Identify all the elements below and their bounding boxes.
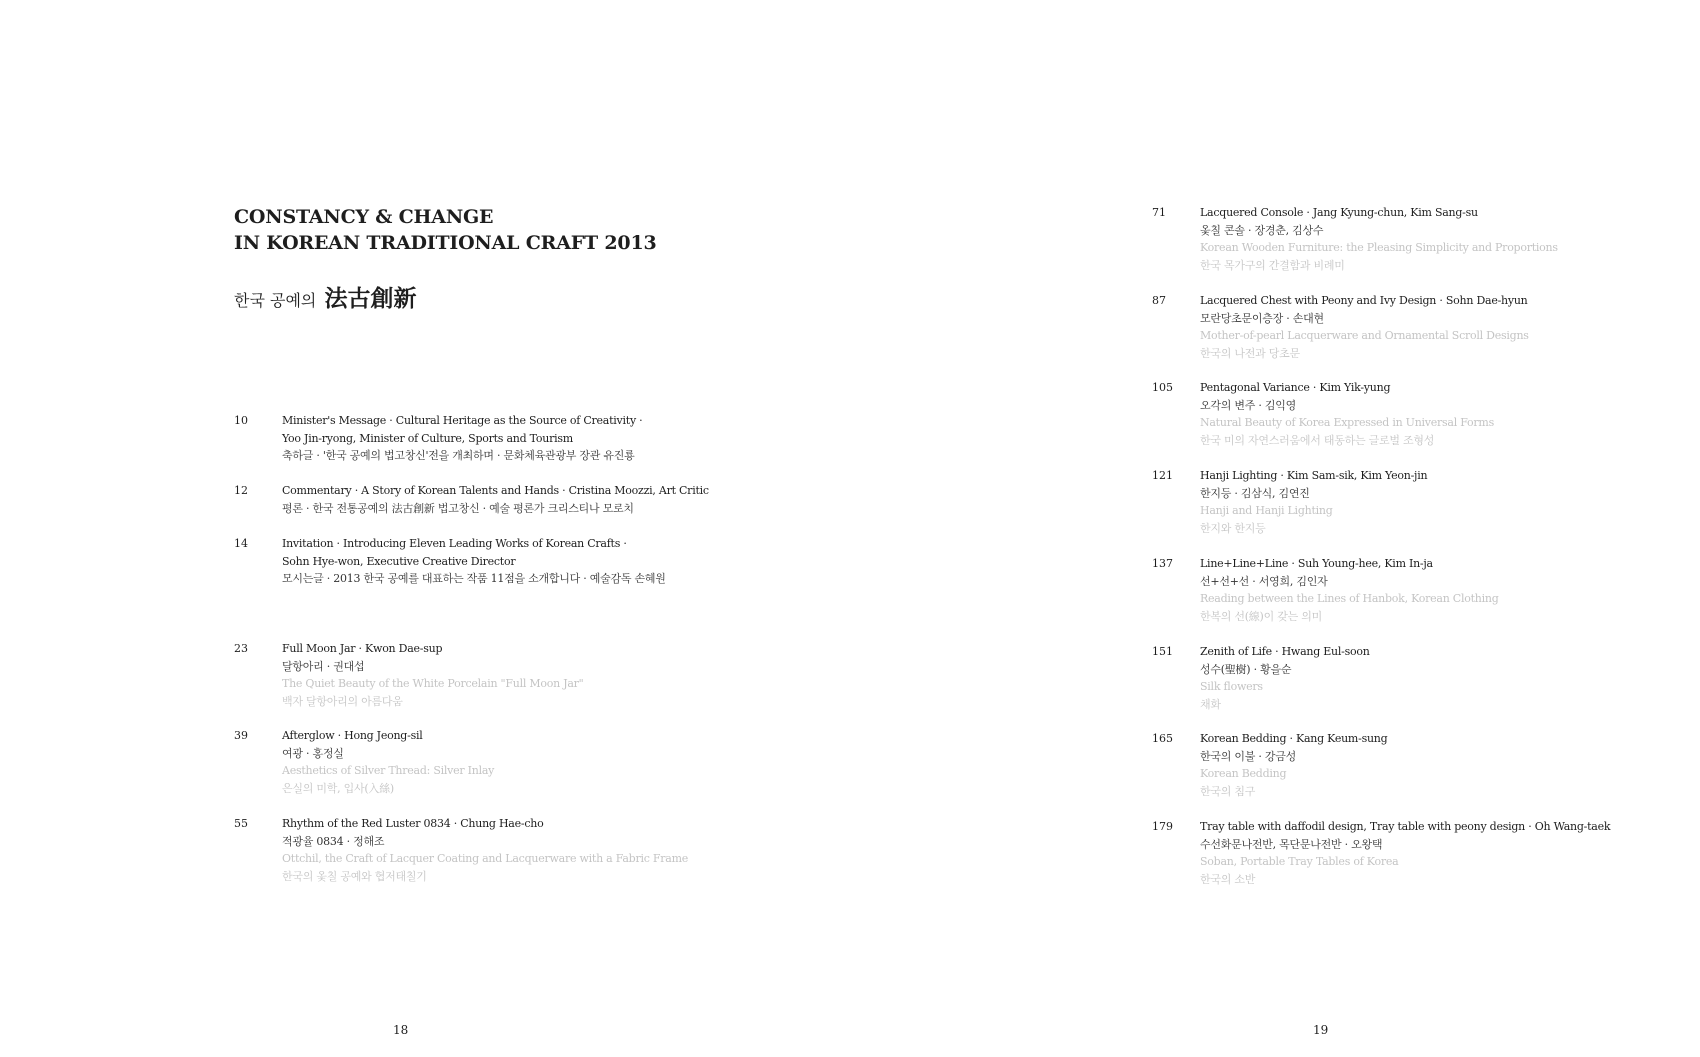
toc-line-ko: 오각의 변주 · 김익영 bbox=[1200, 398, 1296, 412]
book-title-line-1: CONSTANCY & CHANGE bbox=[234, 206, 494, 228]
toc-line-ko: 한국의 이불 · 강금성 bbox=[1200, 749, 1296, 763]
toc-entry-lines bbox=[1200, 379, 1494, 449]
toc-entry-lines bbox=[1200, 555, 1499, 625]
toc-entry-lines bbox=[282, 412, 642, 465]
toc-line-sub-ko: 백자 달항아리의 아름다움 bbox=[282, 694, 403, 708]
toc-line-en: Commentary · A Story of Korean Talents and Hands · Cristina Moozzi, Art Critic bbox=[282, 484, 709, 497]
toc-entry-lines bbox=[282, 535, 666, 588]
toc-line-ko: 축하글 · '한국 공예의 법고창신'전을 개최하며 · 문화체육관광부 장관 유진룡 bbox=[282, 449, 635, 462]
toc-line-ko: 선+선+선 · 서영희, 김인자 bbox=[1200, 574, 1328, 588]
toc-page-number: 14 bbox=[234, 537, 248, 550]
toc-line-sub-ko: 한국 목가구의 간결함과 비례미 bbox=[1200, 258, 1345, 272]
toc-entry-lines bbox=[1200, 467, 1427, 537]
toc-line-sub-en: Korean Bedding bbox=[1200, 767, 1287, 780]
toc-line-en: Tray table with daffodil design, Tray table with peony design · Oh Wang-taek bbox=[1200, 820, 1611, 833]
toc-line-en: Hanji Lighting · Kim Sam-sik, Kim Yeon-jin bbox=[1200, 469, 1428, 482]
korean-subtitle bbox=[234, 280, 416, 313]
toc-line-sub-en: Aesthetics of Silver Thread: Silver Inlay bbox=[282, 764, 495, 777]
toc-line-sub-ko: 채화 bbox=[1200, 697, 1221, 711]
book-title bbox=[234, 204, 657, 256]
toc-line-en: Zenith of Life · Hwang Eul-soon bbox=[1200, 645, 1370, 658]
toc-entry-lines bbox=[282, 640, 584, 710]
toc-line-en: Sohn Hye-won, Executive Creative Director bbox=[282, 554, 516, 568]
toc-line-en: Lacquered Chest with Peony and Ivy Design · Sohn Dae-hyun bbox=[1200, 294, 1528, 307]
toc-line-ko: 모시는글 · 2013 한국 공예를 대표하는 작품 11점을 소개합니다 · 예술감독 손혜원 bbox=[282, 572, 666, 585]
toc-line-ko: 평론 · 한국 전통공예의 法古創新 법고창신 · 예술 평론가 크리스티나 모로치 bbox=[282, 501, 634, 515]
toc-line-ko: 적광율 0834 · 정해조 bbox=[282, 834, 385, 848]
toc-line-ko: 한지등 · 김삼식, 김연진 bbox=[1200, 486, 1310, 500]
toc-line-ko: 여광 · 홍정실 bbox=[282, 746, 344, 760]
toc-line-sub-en: Soban, Portable Tray Tables of Korea bbox=[1200, 855, 1399, 868]
toc-page-number: 39 bbox=[234, 729, 248, 742]
toc-page-number: 55 bbox=[234, 817, 248, 830]
toc-line-ko: 모란당초문이층장 · 손대현 bbox=[1200, 311, 1324, 325]
toc-line-sub-ko: 한국의 소반 bbox=[1200, 872, 1256, 886]
toc-line-en: Korean Bedding · Kang Keum-sung bbox=[1200, 732, 1388, 745]
toc-entry-lines bbox=[1200, 730, 1387, 800]
toc-entry-lines bbox=[282, 815, 688, 885]
toc-page-number: 121 bbox=[1152, 469, 1173, 482]
toc-line-en: Yoo Jin-ryong, Minister of Culture, Sports and Tourism bbox=[282, 431, 573, 445]
page-number-right: 19 bbox=[1313, 1023, 1329, 1037]
page-number-left: 18 bbox=[393, 1023, 409, 1037]
toc-line-sub-ko: 한복의 선(線)이 갖는 의미 bbox=[1200, 609, 1322, 623]
toc-line-sub-ko: 한지와 한지등 bbox=[1200, 521, 1266, 535]
toc-page-number: 87 bbox=[1152, 294, 1166, 307]
toc-entry-lines bbox=[1200, 204, 1558, 274]
toc-line-sub-en: Reading between the Lines of Hanbok, Korean Clothing bbox=[1200, 592, 1499, 605]
toc-line-ko: 수선화문나전반, 목단문나전반 · 오왕택 bbox=[1200, 837, 1383, 851]
toc-entry-lines bbox=[282, 482, 709, 517]
toc-page-number: 71 bbox=[1152, 206, 1166, 219]
toc-entry-lines bbox=[1200, 818, 1610, 888]
toc-line-sub-en: Ottchil, the Craft of Lacquer Coating and Lacquerware with a Fabric Frame bbox=[282, 852, 689, 865]
toc-line-en: Rhythm of the Red Luster 0834 · Chung Hae-cho bbox=[282, 817, 544, 830]
toc-line-ko: 옻칠 콘솔 · 장경춘, 김상수 bbox=[1200, 223, 1324, 237]
toc-entry-lines bbox=[1200, 292, 1529, 362]
toc-line-sub-en: Hanji and Hanji Lighting bbox=[1200, 504, 1333, 517]
toc-page-number: 23 bbox=[234, 642, 248, 655]
toc-line-en: Afterglow · Hong Jeong-sil bbox=[282, 729, 423, 742]
toc-line-ko: 달항아리 · 권대섭 bbox=[282, 659, 365, 673]
toc-line-sub-en: The Quiet Beauty of the White Porcelain "Full Moon Jar" bbox=[282, 677, 584, 690]
toc-line-en: Pentagonal Variance · Kim Yik-yung bbox=[1200, 381, 1391, 394]
toc-line-sub-ko: 한국의 옻칠 공예와 협저태칠기 bbox=[282, 869, 427, 883]
toc-line-sub-ko: 한국의 나전과 당초문 bbox=[1200, 346, 1300, 360]
toc-line-en: Minister's Message · Cultural Heritage as the Source of Creativity · bbox=[282, 414, 643, 427]
toc-page-number: 179 bbox=[1152, 820, 1173, 833]
toc-page-number: 137 bbox=[1152, 557, 1173, 570]
toc-page-number: 151 bbox=[1152, 645, 1173, 658]
toc-page-number: 10 bbox=[234, 414, 248, 427]
toc-line-en: Lacquered Console · Jang Kyung-chun, Kim Sang-su bbox=[1200, 206, 1478, 219]
toc-line-sub-ko: 한국의 침구 bbox=[1200, 784, 1256, 798]
toc-line-sub-en: Silk flowers bbox=[1200, 680, 1263, 693]
korean-subtitle-text: 한국 공예의 bbox=[234, 291, 317, 310]
toc-line-en: Full Moon Jar · Kwon Dae-sup bbox=[282, 642, 443, 655]
toc-line-en: Invitation · Introducing Eleven Leading Works of Korean Crafts · bbox=[282, 537, 627, 550]
toc-line-sub-en: Natural Beauty of Korea Expressed in Universal Forms bbox=[1200, 416, 1494, 429]
toc-page-number: 165 bbox=[1152, 732, 1173, 745]
book-title-line-2: IN KOREAN TRADITIONAL CRAFT 2013 bbox=[234, 232, 657, 254]
toc-page-number: 12 bbox=[234, 484, 248, 497]
toc-line-sub-ko: 한국 미의 자연스러움에서 태동하는 글로벌 조형성 bbox=[1200, 433, 1435, 447]
toc-line-ko: 성수(聖樹) · 황을순 bbox=[1200, 662, 1292, 676]
toc-line-sub-ko: 은실의 미학, 입사(入絲) bbox=[282, 781, 394, 795]
toc-entry-lines bbox=[282, 727, 494, 797]
korean-subtitle-hanja: 法古創新 bbox=[324, 285, 417, 312]
toc-line-sub-en: Mother-of-pearl Lacquerware and Ornamental Scroll Designs bbox=[1200, 329, 1529, 342]
toc-line-sub-en: Korean Wooden Furniture: the Pleasing Simplicity and Proportions bbox=[1200, 241, 1558, 254]
toc-line-en: Line+Line+Line · Suh Young-hee, Kim In-ja bbox=[1200, 557, 1433, 570]
toc-page-number: 105 bbox=[1152, 381, 1173, 394]
toc-entry-lines bbox=[1200, 643, 1370, 713]
